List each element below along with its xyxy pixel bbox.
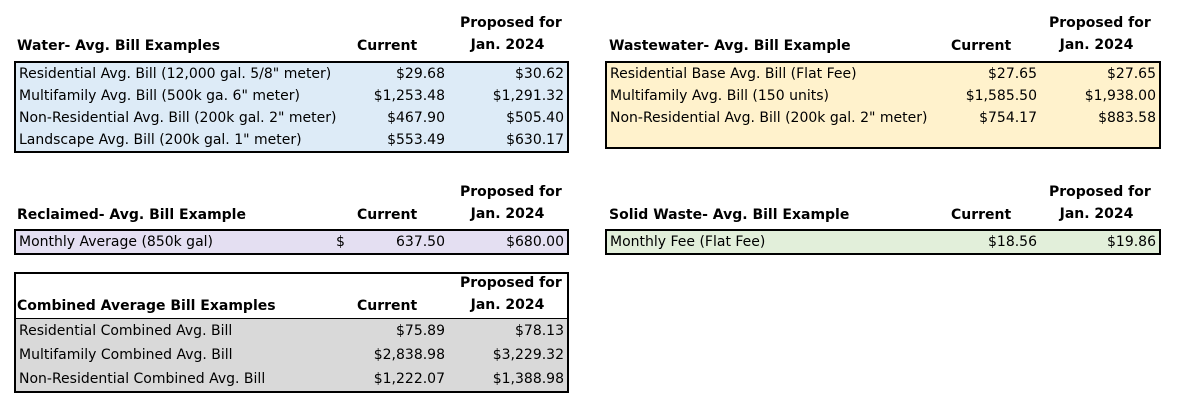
- table-row: Multifamily Avg. Bill (150 units) $1,585.50 $1,938.00: [610, 88, 1156, 104]
- proposed-header-line1: Proposed for: [460, 184, 562, 200]
- table-row: Multifamily Combined Avg. Bill $2,838.98 $3,229.32: [19, 347, 564, 363]
- water-body: [14, 61, 569, 153]
- proposed-header-line2: Jan. 2024: [470, 206, 545, 222]
- reclaimed-body: [14, 229, 569, 255]
- table-row: Non-Residential Combined Avg. Bill $1,222.07 $1,388.98: [19, 371, 564, 387]
- proposed-header-line2: Jan. 2024: [470, 37, 545, 53]
- water-header: [14, 12, 569, 61]
- proposed-header-line1: Proposed for: [460, 15, 562, 31]
- reclaimed-table: [14, 181, 569, 255]
- combined-header: [14, 272, 569, 318]
- table-row: Residential Combined Avg. Bill $75.89 $78.13: [19, 323, 564, 339]
- current-header: Current: [357, 298, 418, 314]
- table-row: Non-Residential Avg. Bill (200k gal. 2" meter) $467.90 $505.40: [19, 110, 564, 126]
- solidwaste-title: Solid Waste- Avg. Bill Example: [609, 207, 850, 223]
- combined-body: [14, 318, 569, 393]
- water-table: [14, 12, 569, 153]
- table-row: Multifamily Avg. Bill (500k ga. 6" meter) $1,253.48 $1,291.32: [19, 88, 564, 104]
- combined-title: Combined Average Bill Examples: [17, 298, 276, 314]
- wastewater-body: [605, 61, 1161, 149]
- current-header: Current: [951, 38, 1012, 54]
- table-row: Landscape Avg. Bill (200k gal. 1" meter) $553.49 $630.17: [19, 132, 564, 148]
- proposed-header-line2: Jan. 2024: [1059, 206, 1134, 222]
- solidwaste-body: [605, 229, 1161, 255]
- current-header: Current: [357, 207, 418, 223]
- combined-table: [14, 272, 569, 393]
- proposed-header-line1: Proposed for: [460, 275, 562, 291]
- table-row: Residential Avg. Bill (12,000 gal. 5/8" meter) $29.68 $30.62: [19, 66, 564, 82]
- table-row: Monthly Fee (Flat Fee) $18.56 $19.86: [610, 234, 1156, 250]
- proposed-header-line2: Jan. 2024: [470, 297, 545, 313]
- wastewater-title: Wastewater- Avg. Bill Example: [609, 38, 851, 54]
- table-row: Non-Residential Avg. Bill (200k gal. 2" meter) $754.17 $883.58: [610, 110, 1156, 126]
- table-row: Monthly Average (850k gal) $ 637.50 $680.00: [16, 231, 567, 253]
- reclaimed-header: [14, 181, 569, 229]
- proposed-header-line1: Proposed for: [1049, 184, 1151, 200]
- current-header: Current: [951, 207, 1012, 223]
- currency-symbol: $: [336, 234, 345, 250]
- wastewater-table: [605, 12, 1161, 149]
- proposed-header-line2: Jan. 2024: [1059, 37, 1134, 53]
- current-header: Current: [357, 38, 418, 54]
- proposed-header-line1: Proposed for: [1049, 15, 1151, 31]
- solidwaste-table: [605, 181, 1161, 255]
- table-row: Residential Base Avg. Bill (Flat Fee) $27.65 $27.65: [610, 66, 1156, 82]
- reclaimed-title: Reclaimed- Avg. Bill Example: [17, 207, 246, 223]
- wastewater-header: [605, 12, 1161, 61]
- solidwaste-header: [605, 181, 1161, 229]
- water-title: Water- Avg. Bill Examples: [17, 38, 221, 54]
